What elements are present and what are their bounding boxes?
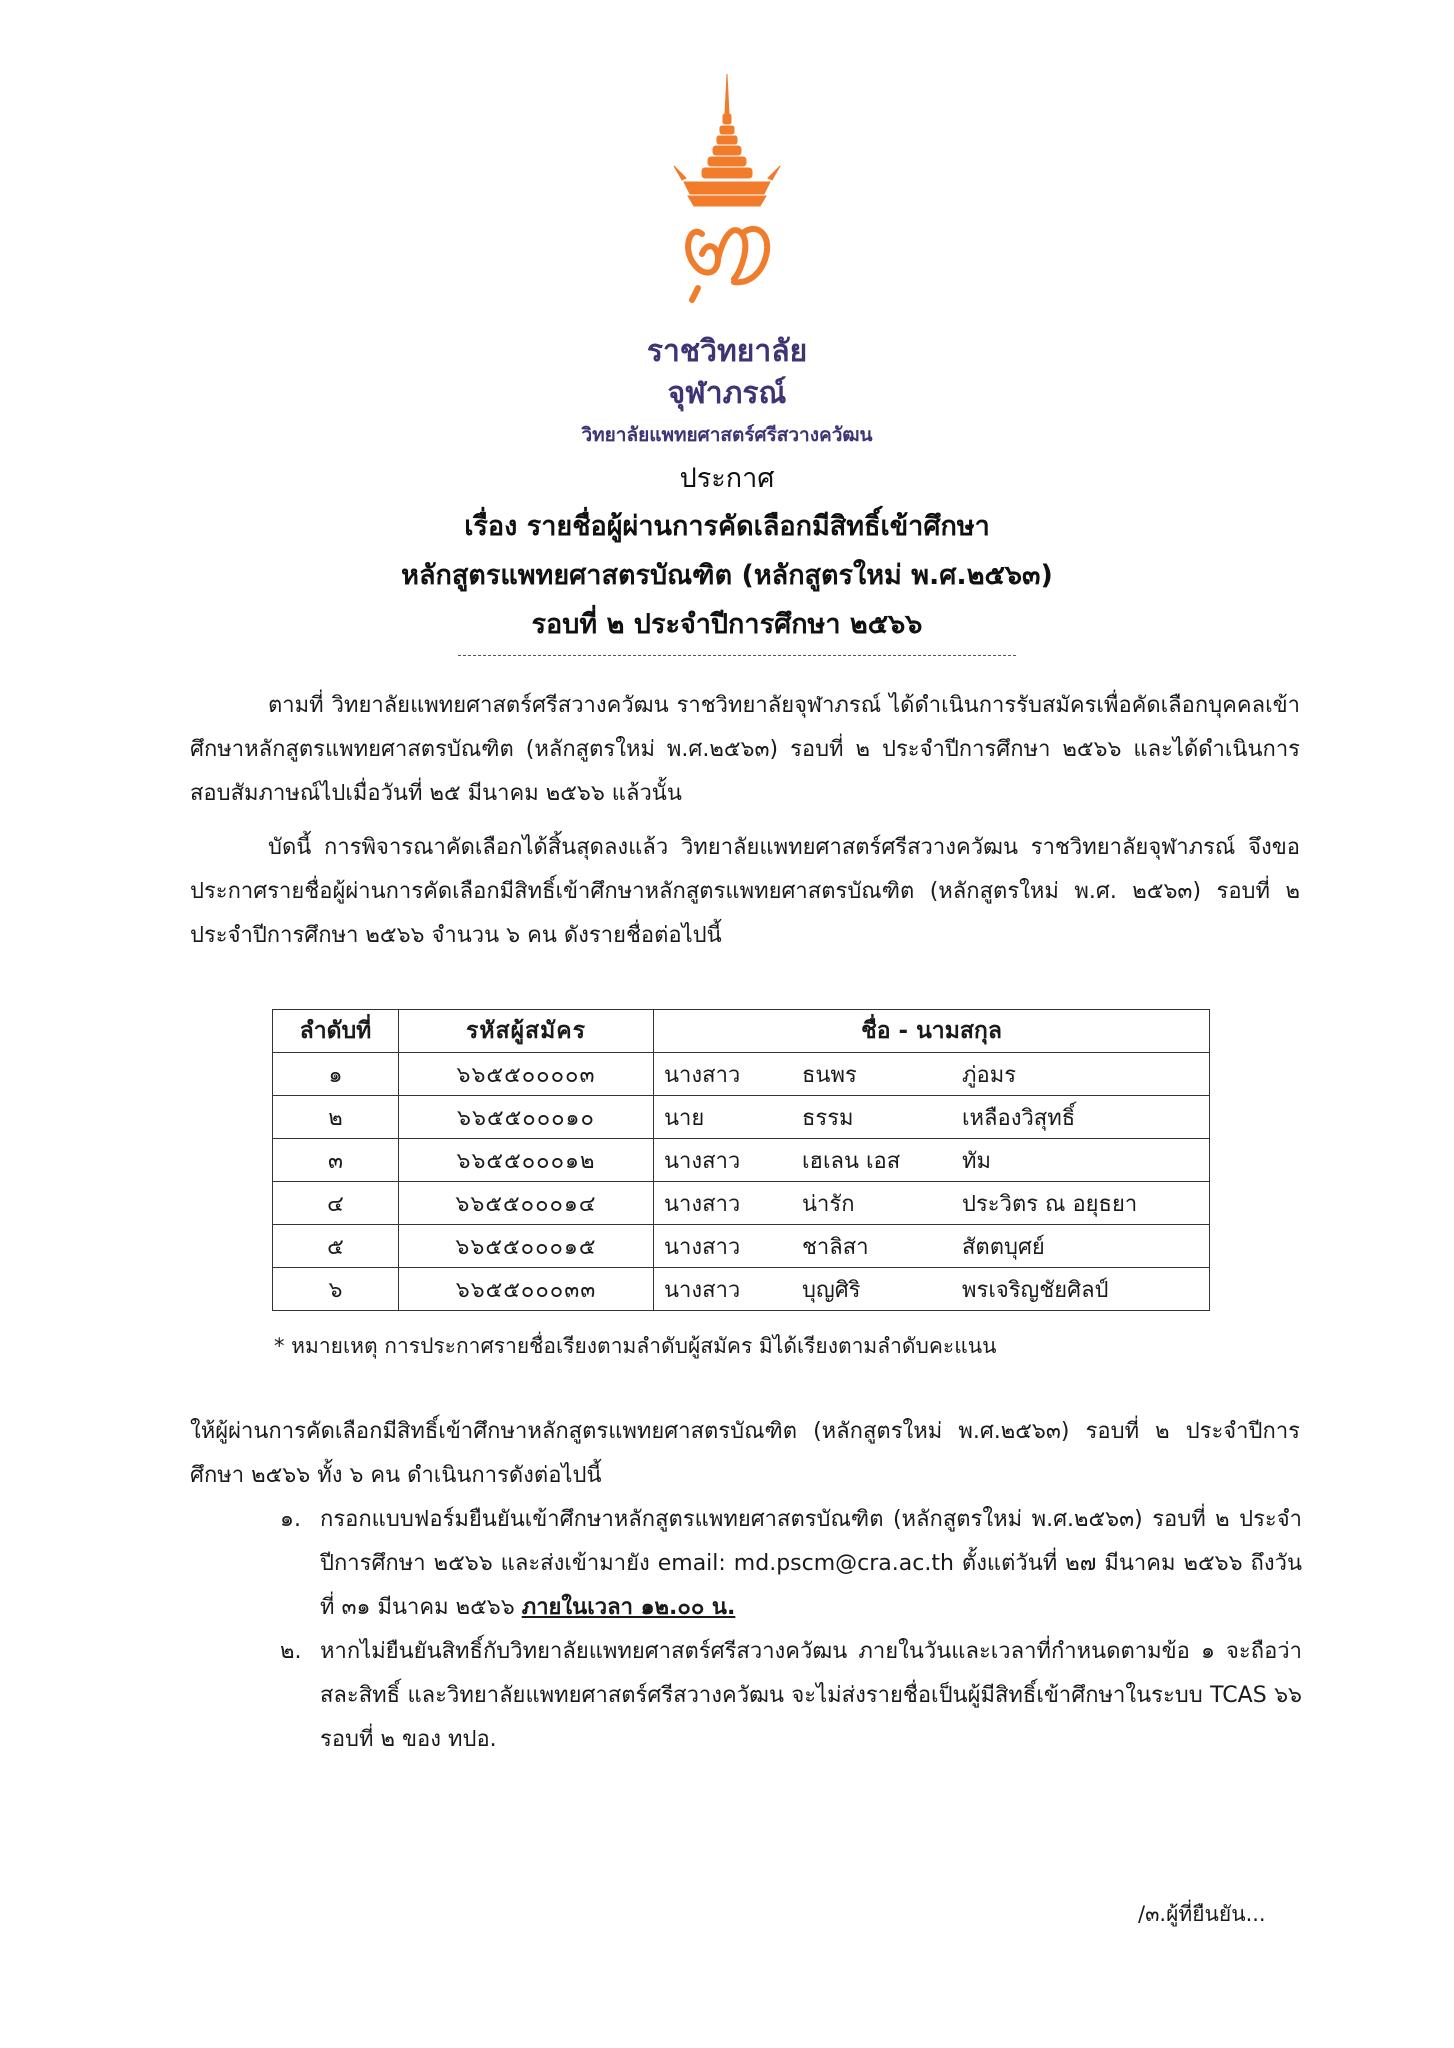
table-row (273, 1053, 1210, 1096)
page-continuation: /๓.ผู้ที่ยืนยัน... (1138, 1902, 1266, 1926)
last-name: ภู่อมร (962, 1062, 1017, 1088)
subject-line3: รอบที่ ๒ ประจำปีการศึกษา ๒๕๖๖ (531, 609, 923, 640)
row-full-name (654, 1096, 1210, 1139)
row-index: ๖ (273, 1268, 399, 1311)
row-index: ๑ (273, 1053, 399, 1096)
table-row (273, 1139, 1210, 1182)
row-applicant-code: ๖๖๕๕๐๐๐๑๔ (399, 1182, 654, 1225)
header-full-name: ชื่อ - นามสกุล (654, 1010, 1210, 1053)
step-2-text: หากไม่ยืนยันสิทธิ์กับวิทยาลัยแพทยศาสตร์ศรีสวางควัฒน ภายในวันและเวลาที่กำหนดตามข้อ ๑ จะถือว่าสละสิทธิ์ และวิทยาลัยแพทยศาสตร์ศรีสวางควัฒน จะไม่ส่งรายชื่อเป็นผู้มีสิทธิ์เข้าศึกษาในระบบ TCAS ๖๖ รอบที่ ๒ ของ ทปอ. (320, 1639, 1302, 1752)
paragraph-result-text: บัดนี้ การพิจารณาคัดเลือกได้สิ้นสุดลงแล้ว วิทยาลัยแพทยศาสตร์ศรีสวางควัฒน ราชวิทยาลัยจุฬาภรณ์ จึงขอประกาศรายชื่อผู้ผ่านการคัดเลือกมีสิทธิ์เข้าศึกษาหลักสูตรแพทยศาสตรบัณฑิต (หลักสูตรใหม่ พ.ศ. ๒๕๖๓) รอบที่ ๒ ประจำปีการศึกษา ๒๕๖๖ จำนวน ๖ คน ดังรายชื่อต่อไปนี้ (190, 835, 1300, 948)
paragraph-intro-text: ตามที่ วิทยาลัยแพทยศาสตร์ศรีสวางควัฒน ราชวิทยาลัยจุฬาภรณ์ ได้ดำเนินการรับสมัครเพื่อคัดเลือกบุคคลเข้าศึกษาหลักสูตรแพทยศาสตรบัณฑิต (หลักสูตรใหม่ พ.ศ.๒๕๖๓) รอบที่ ๒ ประจำปีการศึกษา ๒๕๖๖ และได้ดำเนินการสอบสัมภาษณ์ไปเมื่อวันที่ ๒๕ มีนาคม ๒๕๖๖ แล้วนั้น (190, 693, 1300, 806)
row-full-name (654, 1225, 1210, 1268)
institution-name-line1: ราชวิทยาลัย (646, 334, 808, 369)
last-name: เหลืองวิสุทธิ์ (962, 1105, 1076, 1131)
first-name: ธรรม (802, 1105, 854, 1131)
last-name: ประวิตร ณ อยุธยา (962, 1191, 1138, 1217)
table-row (273, 1182, 1210, 1225)
name-title: นางสาว (664, 1277, 741, 1303)
paragraph-intro (190, 684, 1300, 816)
remark-note: * หมายเหตุ การประกาศรายชื่อเรียงตามลำดับผู้สมัคร มิได้เรียงตามลำดับคะแนน (274, 1334, 997, 1358)
divider-line (458, 655, 1016, 656)
row-index: ๒ (273, 1096, 399, 1139)
row-applicant-code: ๖๖๕๕๐๐๐๑๕ (399, 1225, 654, 1268)
table-row (273, 1268, 1210, 1311)
row-applicant-code: ๖๖๕๕๐๐๐๑๐ (399, 1096, 654, 1139)
name-title: นางสาว (664, 1191, 741, 1217)
step-1-number: ๑. (280, 1507, 301, 1532)
row-index: ๓ (273, 1139, 399, 1182)
name-title: นางสาว (664, 1148, 741, 1174)
step-2 (280, 1630, 1302, 1762)
last-name: ทัม (962, 1148, 992, 1174)
header-applicant-code: รหัสผู้สมัคร (399, 1010, 654, 1053)
first-name: เฮเลน เอส (802, 1148, 901, 1174)
deadline-emphasis: ภายในเวลา ๑๒.๐๐ น. (521, 1595, 736, 1620)
step-1 (280, 1498, 1302, 1630)
row-index: ๕ (273, 1225, 399, 1268)
row-full-name (654, 1139, 1210, 1182)
first-name: ธนพร (802, 1062, 857, 1088)
paragraph-result (190, 826, 1300, 958)
college-crest-logo (672, 74, 782, 310)
step-1-text: กรอกแบบฟอร์มยืนยันเข้าศึกษาหลักสูตรแพทยศาสตรบัณฑิต (หลักสูตรใหม่ พ.ศ.๒๕๖๓) รอบที่ ๒ ประจำปีการศึกษา ๒๕๖๖ และส่งเข้ามายัง email: md.pscm@cra.ac.th ตั้งแต่วันที่ ๒๗ มีนาคม ๒๕๖๖ ถึงวันที่ ๓๑ มีนาคม ๒๕๖๖ (320, 1507, 1302, 1620)
monogram-icon (688, 229, 767, 300)
last-name: พรเจริญชัยศิลป์ (962, 1277, 1109, 1303)
name-title: นางสาว (664, 1234, 741, 1260)
row-applicant-code: ๖๖๕๕๐๐๐๑๒ (399, 1139, 654, 1182)
table-row (273, 1096, 1210, 1139)
row-applicant-code: ๖๖๕๕๐๐๐๓๓ (399, 1268, 654, 1311)
announcement-label: ประกาศ (679, 463, 775, 494)
table-row (273, 1225, 1210, 1268)
paragraph-instructions: ให้ผู้ผ่านการคัดเลือกมีสิทธิ์เข้าศึกษาหลักสูตรแพทยศาสตรบัณฑิต (หลักสูตรใหม่ พ.ศ.๒๕๖๓) รอบที่ ๒ ประจำปีการศึกษา ๒๕๖๖ ทั้ง ๖ คน ดำเนินการดังต่อไปนี้ (190, 1419, 1300, 1488)
step-2-number: ๒. (280, 1639, 302, 1664)
name-title: นาย (664, 1105, 705, 1131)
row-full-name (654, 1053, 1210, 1096)
row-index: ๔ (273, 1182, 399, 1225)
subject-line2: หลักสูตรแพทยศาสตรบัณฑิต (หลักสูตรใหม่ พ.ศ.๒๕๖๓) (401, 560, 1053, 591)
row-full-name (654, 1268, 1210, 1311)
header-index: ลำดับที่ (273, 1010, 399, 1053)
first-name: บุญศิริ (802, 1277, 861, 1303)
table-body (273, 1053, 1210, 1311)
faculty-name: วิทยาลัยแพทยศาสตร์ศรีสวางควัฒน (581, 424, 873, 446)
institution-name-line2: จุฬาภรณ์ (667, 376, 787, 411)
last-name: สัตตบุศย์ (962, 1234, 1045, 1260)
row-applicant-code: ๖๖๕๕๐๐๐๐๓ (399, 1053, 654, 1096)
name-title: นางสาว (664, 1062, 741, 1088)
table-header-row (273, 1010, 1210, 1053)
candidate-table (272, 1009, 1210, 1311)
first-name: ชาลิสา (802, 1234, 869, 1260)
row-full-name (654, 1182, 1210, 1225)
crown-spire-icon (725, 74, 729, 114)
subject-line1: เรื่อง รายชื่อผู้ผ่านการคัดเลือกมีสิทธิ์เข้าศึกษา (464, 511, 990, 542)
first-name: น่ารัก (802, 1191, 855, 1217)
